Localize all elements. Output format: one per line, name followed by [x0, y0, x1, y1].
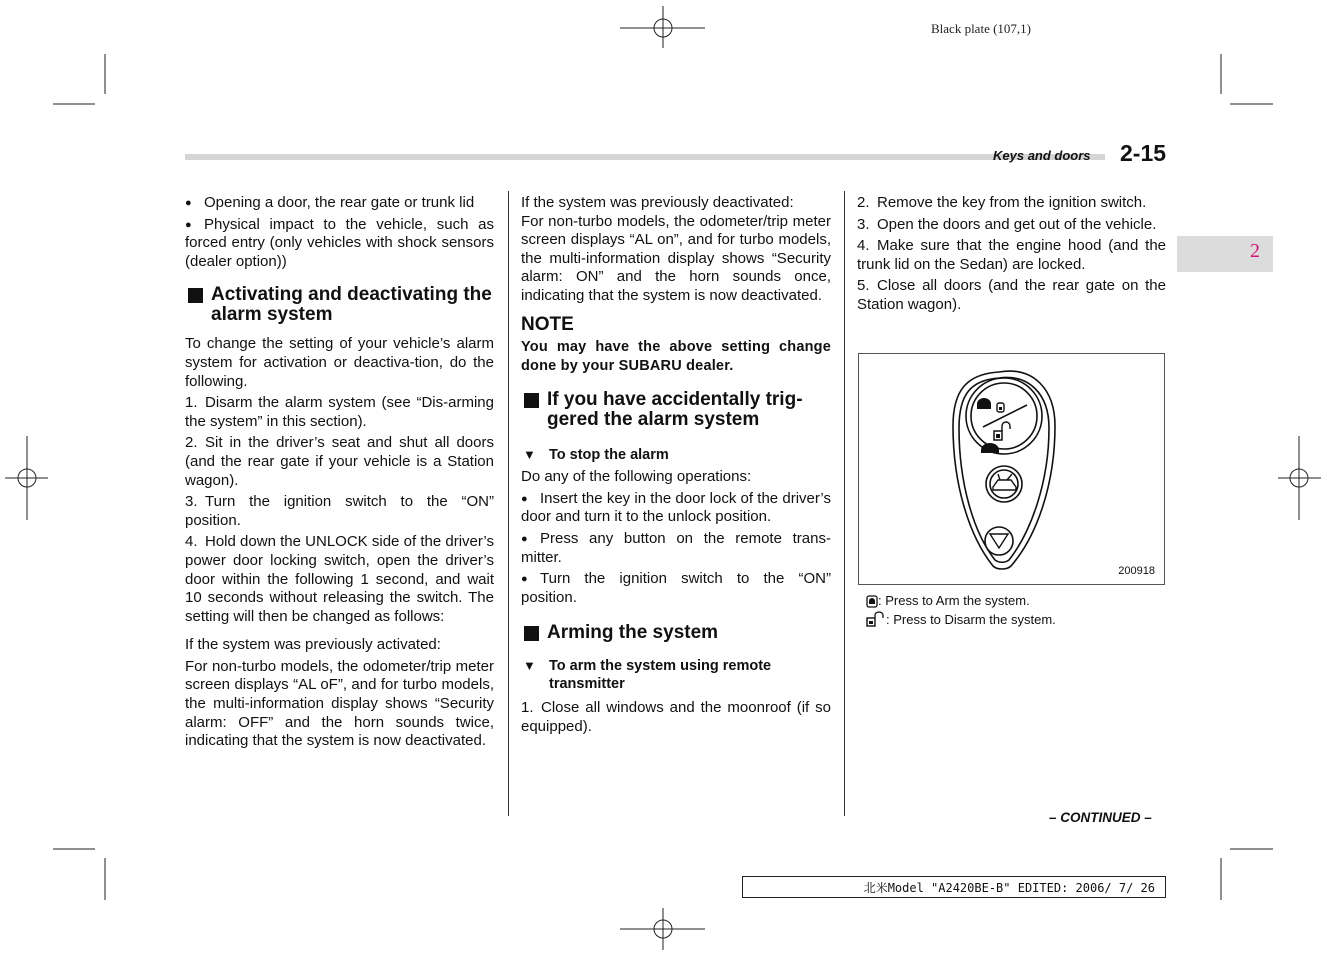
column-1 — [185, 194, 494, 754]
step-1: 1. Disarm the alarm system (see “Dis-arming the system” in this section). — [185, 394, 494, 430]
step-3: 3. Turn the ignition switch to the “ON” position. — [185, 493, 494, 529]
bullet-icon: ● — [185, 218, 192, 231]
registration-mark-icon — [5, 436, 48, 520]
triangle-icon: ▼ — [523, 658, 536, 674]
bullet-icon: ● — [521, 573, 528, 586]
triangle-icon: ▼ — [523, 447, 536, 463]
bullet-icon: ● — [185, 197, 192, 209]
list-item: ● Insert the key in the door lock of the driver’s door and turn it to the unlock position. — [521, 489, 831, 526]
step-5: 5. Close all doors (and the rear gate on the Station wagon). — [857, 277, 1166, 313]
registration-mark-icon — [620, 6, 705, 48]
square-bullet-icon — [524, 626, 539, 641]
figure-code: 200918 — [1118, 565, 1155, 577]
subsection-heading: ▼ To stop the alarm — [523, 447, 669, 464]
plate-label: Black plate (107,1) — [931, 21, 1031, 36]
paragraph: To change the setting of your vehicle’s alarm system for activation or deactiva-tion, do the following. — [185, 335, 494, 390]
subsection-heading: ▼ To arm the system using remote transmitter — [523, 658, 772, 693]
square-bullet-icon — [188, 288, 203, 303]
section-heading: Activating and deactivating the alarm system — [185, 285, 494, 325]
list-item: ● Physical impact to the vehicle, such as forced entry (only vehicles with shock sensors (dealer option)) — [185, 215, 494, 270]
list-item: ● Press any button on the remote trans-mitter. — [521, 529, 831, 566]
paragraph: For non-turbo models, the odometer/trip meter screen displays “AL oF”, and for turbo models, the multi-information display shows “Security alarm: OFF” and the horn sounds twice, indicating that the system is now deactivated. — [185, 657, 494, 750]
remote-transmitter-figure — [858, 353, 1165, 585]
section-heading: Arming the system — [521, 623, 831, 643]
registration-mark-icon — [1278, 436, 1321, 520]
bullet-icon: ● — [521, 532, 528, 545]
paragraph: For non-turbo models, the odometer/trip meter screen displays “AL on”, and for turbo models, the multi-information display shows “Security alarm: ON” and the horn sounds once, indicating that the system is now deactivated. — [521, 212, 831, 304]
section-title: Keys and doors — [993, 148, 1091, 163]
paragraph: If the system was previously activated: — [185, 636, 441, 654]
list-item: ● Opening a door, the rear gate or trunk lid — [185, 194, 475, 211]
square-bullet-icon — [524, 393, 539, 408]
column-divider — [508, 191, 509, 816]
unlock-icon — [866, 611, 886, 627]
step-1: 1. Close all windows and the moonroof (if so equipped). — [521, 699, 831, 735]
step-3: 3. Open the doors and get out of the vehicle. — [857, 215, 1157, 233]
page-number: 2-15 — [1120, 140, 1167, 166]
section-heading: If you have accidentally trig-gered the alarm system — [521, 390, 831, 430]
legend-disarm: : Press to Disarm the system. — [866, 611, 1056, 627]
note-heading: NOTE — [521, 313, 574, 335]
bullet-icon: ● — [521, 492, 528, 505]
list-item: ● Turn the ignition switch to the “ON” position. — [521, 570, 831, 606]
step-2: 2. Sit in the driver’s seat and shut all doors (and the rear gate if your vehicle is a Station wagon). — [185, 434, 494, 489]
registration-mark-icon — [620, 908, 705, 950]
note-body: You may have the above setting change done by your SUBARU dealer. — [521, 339, 831, 375]
paragraph: If the system was previously deactivated: — [521, 194, 794, 211]
continued-label: – CONTINUED – — [1049, 810, 1152, 825]
remote-transmitter-illustration — [859, 354, 1164, 584]
column-divider — [844, 191, 845, 816]
edit-stamp: 北米Model "A2420BE-B" EDITED: 2006/ 7/ 26 — [742, 876, 1166, 898]
column-2 — [521, 194, 831, 740]
chapter-tab-number: 2 — [1250, 240, 1260, 262]
column-3 — [857, 194, 1166, 318]
legend-arm: : Press to Arm the system. — [866, 593, 1030, 608]
step-4: 4. Make sure that the engine hood (and the trunk lid on the Sedan) are locked. — [857, 237, 1166, 273]
lock-icon — [866, 593, 878, 608]
paragraph: Do any of the following operations: — [521, 468, 752, 486]
step-2: 2. Remove the key from the ignition switch. — [857, 194, 1147, 211]
step-4: 4. Hold down the UNLOCK side of the driver’s power door locking switch, open the driver’s door within the following 1 second, and wait 10 seconds without releasing the switch. The setting will then be changed as follows: — [185, 533, 494, 625]
header-rule — [185, 154, 1105, 160]
